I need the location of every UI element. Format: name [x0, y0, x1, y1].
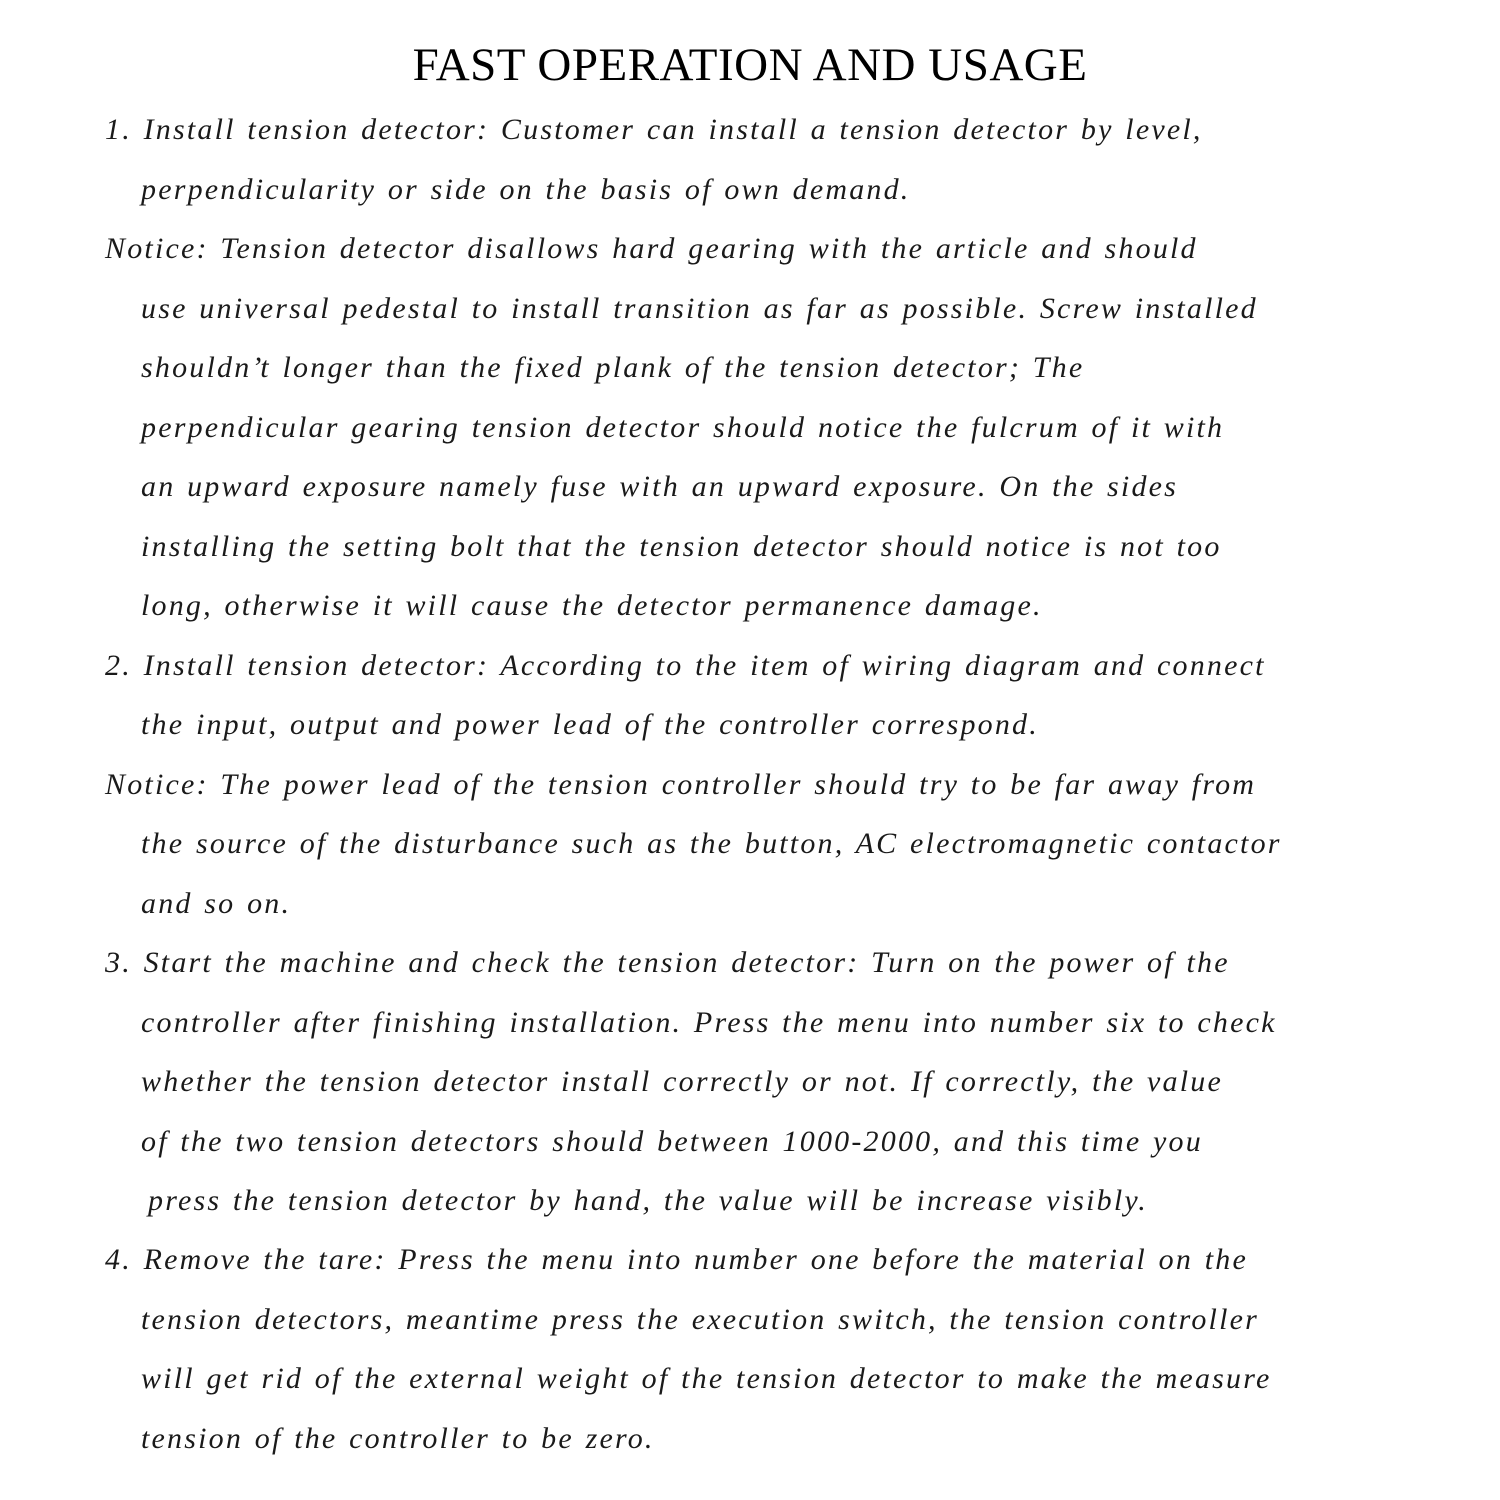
notice-1-line-3: shouldn’t longer than the fixed plank of the tension detector; The [141, 351, 1085, 384]
notice-1-line-5: an upward exposure namely fuse with an upward exposure. On the sides [141, 470, 1179, 503]
step-3-line-2: controller after finishing installation. Press the menu into number six to check [141, 1006, 1277, 1039]
step-3-line-5: press the tension detector by hand, the value will be increase visibly. [148, 1184, 1148, 1217]
step-3-line-3: whether the tension detector install correctly or not. If correctly, the value [141, 1065, 1223, 1098]
notice-2-line-1: Notice: The power lead of the tension controller should try to be far away from [105, 768, 1257, 801]
step-4-line-1: 4. Remove the tare: Press the menu into number one before the material on the [105, 1243, 1249, 1276]
step-2-line-1: 2. Install tension detector: According to the item of wiring diagram and connect [105, 649, 1266, 682]
page-title: FAST OPERATION AND USAGE [412, 39, 1088, 91]
step-1-line-2: perpendicularity or side on the basis of own demand. [141, 173, 911, 206]
notice-2-line-2: the source of the disturbance such as the button, AC electromagnetic contactor [141, 827, 1282, 860]
step-4-line-2: tension detectors, meantime press the execution switch, the tension controller [141, 1303, 1260, 1336]
step-4-line-4: tension of the controller to be zero. [141, 1422, 655, 1455]
notice-1-line-6: installing the setting bolt that the tension detector should notice is not too [141, 530, 1222, 563]
notice-1-line-2: use universal pedestal to install transition as far as possible. Screw installed [141, 292, 1258, 325]
notice-1-line-1: Notice: Tension detector disallows hard gearing with the article and should [105, 232, 1198, 265]
step-3-line-4: of the two tension detectors should between 1000-2000, and this time you [141, 1125, 1203, 1158]
notice-1-line-7: long, otherwise it will cause the detector permanence damage. [141, 589, 1043, 622]
step-1-line-1: 1. Install tension detector: Customer can install a tension detector by level, [105, 113, 1203, 146]
notice-2-line-3: and so on. [141, 887, 292, 920]
step-4-line-3: will get rid of the external weight of the tension detector to make the measure [141, 1362, 1272, 1395]
notice-1-line-4: perpendicular gearing tension detector should notice the fulcrum of it with [141, 411, 1225, 444]
step-3-line-1: 3. Start the machine and check the tension detector: Turn on the power of the [105, 946, 1230, 979]
step-2-line-2: the input, output and power lead of the controller correspond. [141, 708, 1039, 741]
